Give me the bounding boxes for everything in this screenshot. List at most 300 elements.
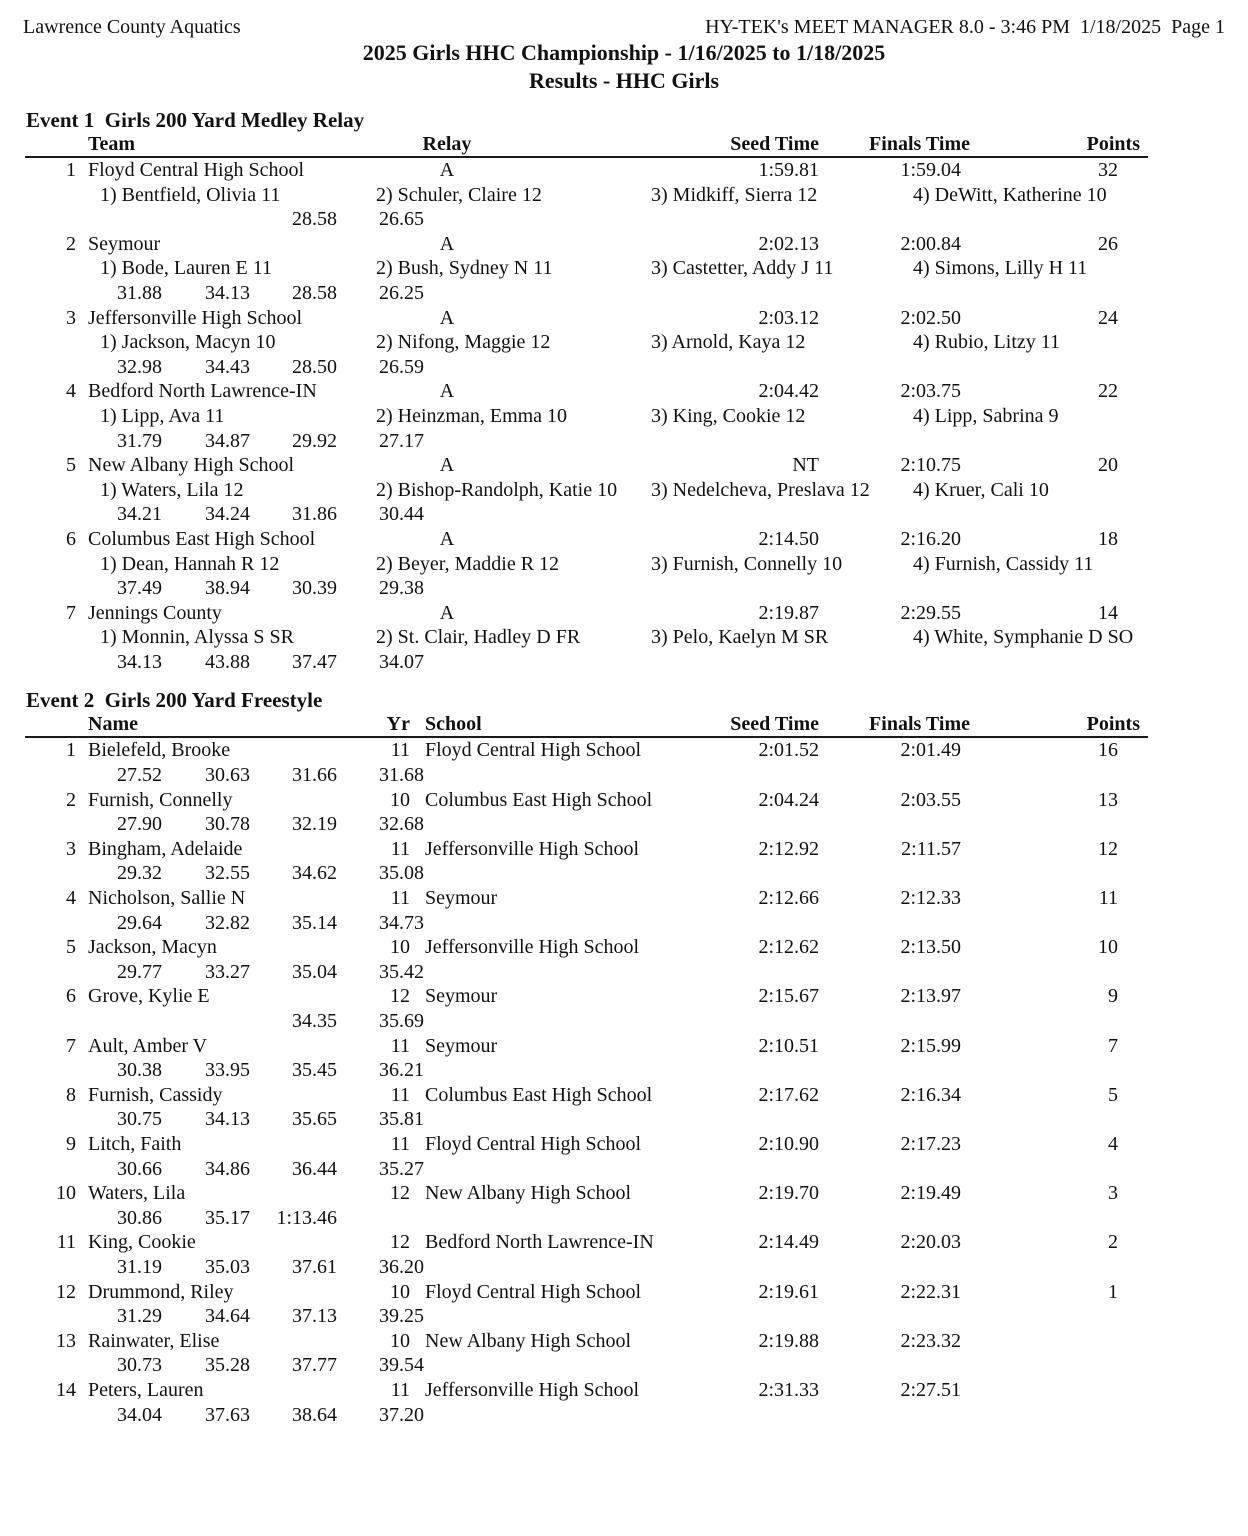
points: 10: [1098, 936, 1118, 959]
split-4: 35.27: [379, 1157, 424, 1180]
split-1: 32.98: [117, 355, 162, 378]
points: 13: [1098, 788, 1118, 811]
split-4: 37.20: [379, 1403, 424, 1426]
swimmer-name: Litch, Faith: [88, 1132, 182, 1155]
swimmer-name: Bielefeld, Brooke: [88, 739, 231, 762]
split-4: 26.65: [379, 208, 424, 231]
split-2: 35.28: [205, 1354, 250, 1377]
swimmer-2: 2) Heinzman, Emma 10: [376, 404, 568, 427]
finals-time: 2:11.57: [901, 837, 961, 860]
event-2-section: [0, 688, 1248, 1427]
organization-name: Lawrence County Aquatics: [23, 16, 241, 38]
rank: 11: [56, 1231, 76, 1254]
individual-splits-row: [0, 960, 1248, 985]
swimmer-name: Grove, Kylie E: [88, 985, 210, 1008]
split-4: 35.08: [379, 862, 424, 885]
relay-swimmers-row: [0, 330, 1248, 355]
individual-result-row: [0, 837, 1248, 862]
swimmer-4: 4) Simons, Lilly H 11: [913, 257, 1088, 280]
swimmer-name: Peters, Lauren: [88, 1378, 204, 1401]
individual-splits-row: [0, 763, 1248, 788]
column-header-team: Team: [88, 133, 136, 155]
swimmer-1: 1) Dean, Hannah R 12: [100, 552, 280, 575]
split-3: 37.77: [292, 1354, 337, 1377]
split-3: 38.64: [292, 1403, 337, 1426]
split-2: 34.86: [205, 1157, 250, 1180]
seed-time: 2:17.62: [758, 1083, 819, 1106]
column-header-seed-time: Seed Time: [730, 713, 819, 736]
points: 32: [1098, 159, 1118, 181]
team-name: Jeffersonville High School: [88, 306, 303, 329]
swimmer-name: Nicholson, Sallie N: [88, 887, 246, 910]
relay-splits-row: [0, 429, 1248, 454]
swimmer-2: 2) Nifong, Maggie 12: [376, 331, 551, 354]
split-2: 32.82: [205, 911, 250, 934]
seed-time: 2:19.88: [758, 1329, 819, 1352]
school-name: New Albany High School: [425, 1329, 632, 1352]
split-3: 34.35: [292, 1010, 337, 1032]
team-name: Columbus East High School: [88, 527, 316, 550]
swimmer-4: 4) White, Symphanie D SO: [913, 626, 1134, 649]
split-1: 30.38: [117, 1059, 162, 1082]
individual-result-row: [0, 984, 1248, 1009]
points: 18: [1098, 527, 1118, 550]
swimmer-name: King, Cookie: [88, 1231, 196, 1254]
split-4: 30.44: [379, 503, 424, 526]
finals-time: 2:16.34: [900, 1083, 961, 1106]
split-3: 32.19: [292, 813, 337, 836]
split-3: 35.04: [292, 960, 337, 983]
split-4: 35.81: [379, 1108, 424, 1131]
split-4: 39.54: [379, 1354, 424, 1377]
individual-result-row: [0, 1132, 1248, 1157]
split-4: 31.68: [379, 764, 424, 787]
swimmer-1: 1) Lipp, Ava 11: [100, 404, 225, 427]
swimmer-1: 1) Monnin, Alyssa S SR: [100, 626, 294, 649]
individual-result-row: [0, 1329, 1248, 1354]
relay-result-row: [0, 527, 1248, 552]
swimmer-4: 4) Rubio, Litzy 11: [913, 331, 1061, 354]
meet-title: 2025 Girls HHC Championship - 1/16/2025 to 1/18/2025: [362, 40, 886, 65]
relay-letter: A: [439, 601, 455, 624]
school-name: Floyd Central High School: [425, 739, 642, 762]
year: 11: [390, 739, 410, 762]
relay-splits-row: [0, 207, 1248, 232]
split-4: 35.42: [379, 960, 424, 983]
relay-swimmers-row: [0, 478, 1248, 503]
split-1: 30.86: [117, 1206, 162, 1229]
individual-result-row: [0, 1181, 1248, 1206]
seed-time: 2:12.66: [758, 887, 819, 910]
individual-splits-row: [0, 1058, 1248, 1083]
individual-splits-row: [0, 911, 1248, 936]
swimmer-name: Waters, Lila: [88, 1182, 186, 1205]
split-4: 26.25: [379, 281, 424, 304]
split-2: 30.78: [205, 813, 250, 836]
individual-result-row: [0, 1034, 1248, 1059]
column-header-name: Name: [88, 713, 138, 736]
finals-time: 2:17.23: [900, 1132, 961, 1155]
seed-time: 2:04.42: [758, 380, 819, 403]
finals-time: 2:01.49: [900, 739, 961, 762]
rank: 4: [66, 887, 76, 910]
column-header-points: Points: [1086, 713, 1140, 736]
swimmer-2: 2) Bishop-Randolph, Katie 10: [376, 478, 618, 501]
school-name: Columbus East High School: [425, 788, 653, 811]
year: 10: [390, 1280, 410, 1303]
year: 11: [390, 1132, 410, 1155]
seed-time: 2:10.51: [758, 1034, 819, 1057]
split-3: 37.61: [292, 1255, 337, 1278]
column-header-points: Points: [1086, 133, 1140, 155]
split-2: 34.13: [205, 281, 250, 304]
split-3: 31.86: [292, 503, 337, 526]
relay-letter: A: [439, 159, 455, 181]
split-1: 31.79: [117, 429, 162, 452]
school-name: Seymour: [425, 1034, 498, 1057]
split-2: 37.63: [205, 1403, 250, 1426]
split-3: 30.39: [292, 577, 337, 600]
finals-time: 2:22.31: [900, 1280, 961, 1303]
seed-time: 2:12.92: [758, 837, 819, 860]
year: 11: [390, 1083, 410, 1106]
year: 11: [390, 1034, 410, 1057]
swimmer-1: 1) Waters, Lila 12: [100, 478, 244, 501]
rank: 5: [66, 936, 76, 959]
finals-time: 2:12.33: [900, 887, 961, 910]
split-2: 35.03: [205, 1255, 250, 1278]
school-name: Jeffersonville High School: [425, 1378, 640, 1401]
finals-time: 2:13.97: [900, 985, 961, 1008]
split-2: 34.64: [205, 1305, 250, 1328]
swimmer-name: Furnish, Connelly: [88, 788, 233, 811]
split-3: 31.66: [292, 764, 337, 787]
event-1-heading: Event 1 Girls 200 Yard Medley Relay: [26, 108, 365, 132]
points: 24: [1098, 306, 1118, 329]
finals-time: 1:59.04: [900, 159, 961, 181]
split-3: 28.58: [292, 208, 337, 231]
points: 5: [1108, 1083, 1118, 1106]
relay-result-row: [0, 306, 1248, 331]
swimmer-4: 4) Furnish, Cassidy 11: [913, 552, 1094, 575]
swimmer-3: 3) King, Cookie 12: [651, 404, 806, 427]
finals-time: 2:20.03: [900, 1231, 961, 1254]
split-1: 30.75: [117, 1108, 162, 1131]
individual-splits-row: [0, 861, 1248, 886]
relay-swimmers-row: [0, 183, 1248, 208]
split-3: 37.13: [292, 1305, 337, 1328]
relay-result-row: [0, 379, 1248, 404]
school-name: Jeffersonville High School: [425, 936, 640, 959]
relay-swimmers-row: [0, 625, 1248, 650]
split-3: 37.47: [292, 650, 337, 673]
points: 9: [1108, 985, 1118, 1008]
column-header-finals-time: Finals Time: [869, 713, 970, 736]
swimmer-name: Ault, Amber V: [88, 1034, 208, 1057]
split-1: 34.04: [117, 1403, 162, 1426]
team-name: Bedford North Lawrence-IN: [88, 380, 317, 403]
finals-time: 2:27.51: [900, 1378, 961, 1401]
relay-letter: A: [439, 232, 455, 255]
seed-time: 2:19.61: [758, 1280, 819, 1303]
rank: 4: [66, 380, 76, 403]
relay-result-row: [0, 158, 1248, 183]
event-2-column-headers: [0, 713, 1248, 736]
split-2: 34.87: [205, 429, 250, 452]
finals-time: 2:13.50: [900, 936, 961, 959]
split-4: 32.68: [379, 813, 424, 836]
finals-time: 2:15.99: [900, 1034, 961, 1057]
split-3: 35.65: [292, 1108, 337, 1131]
school-name: Bedford North Lawrence-IN: [425, 1231, 654, 1254]
finals-time: 2:03.55: [900, 788, 961, 811]
individual-result-row: [0, 886, 1248, 911]
seed-time: 2:14.50: [758, 527, 819, 550]
rank: 1: [66, 159, 76, 181]
swimmer-3: 3) Midkiff, Sierra 12: [651, 183, 818, 206]
swimmer-2: 2) Schuler, Claire 12: [376, 183, 542, 206]
finals-time: 2:10.75: [900, 454, 961, 477]
relay-swimmers-row: [0, 404, 1248, 429]
points: 16: [1098, 739, 1118, 762]
individual-splits-row: [0, 1157, 1248, 1182]
split-3: 28.50: [292, 355, 337, 378]
split-1: 34.13: [117, 650, 162, 673]
split-1: 29.77: [117, 960, 162, 983]
split-3: 28.58: [292, 281, 337, 304]
relay-swimmers-row: [0, 256, 1248, 281]
finals-time: 2:16.20: [900, 527, 961, 550]
swimmer-name: Jackson, Macyn: [88, 936, 217, 959]
swimmer-name: Bingham, Adelaide: [88, 837, 243, 860]
seed-time: 2:03.12: [758, 306, 819, 329]
year: 11: [390, 837, 410, 860]
split-1: 31.29: [117, 1305, 162, 1328]
split-2: 34.24: [205, 503, 250, 526]
split-4: 34.73: [379, 911, 424, 934]
individual-result-row: [0, 1230, 1248, 1255]
rank: 3: [66, 306, 76, 329]
seed-time: 2:01.52: [758, 739, 819, 762]
individual-splits-row: [0, 1353, 1248, 1378]
swimmer-name: Furnish, Cassidy: [88, 1083, 223, 1106]
school-name: Seymour: [425, 985, 498, 1008]
column-header-seed-time: Seed Time: [730, 133, 819, 155]
event-2-heading: Event 2 Girls 200 Yard Freestyle: [26, 688, 323, 713]
individual-result-row: [0, 1280, 1248, 1305]
rank: 5: [66, 454, 76, 477]
split-1: 31.19: [117, 1255, 162, 1278]
seed-time: 2:12.62: [758, 936, 819, 959]
rank: 6: [66, 985, 76, 1008]
rank: 10: [56, 1182, 76, 1205]
split-1: 31.88: [117, 281, 162, 304]
points: 26: [1098, 232, 1118, 255]
points: 12: [1098, 837, 1118, 860]
rank: 1: [66, 739, 76, 762]
split-3: 35.14: [292, 911, 337, 934]
split-2: 43.88: [205, 650, 250, 673]
team-name: Seymour: [88, 232, 161, 255]
individual-splits-row: [0, 1304, 1248, 1329]
rank: 2: [66, 232, 76, 255]
rank: 7: [66, 1034, 76, 1057]
school-name: New Albany High School: [425, 1182, 632, 1205]
split-1: 37.49: [117, 577, 162, 600]
swimmer-1: 1) Bode, Lauren E 11: [100, 257, 272, 280]
swimmer-name: Drummond, Riley: [88, 1280, 234, 1303]
split-4: 26.59: [379, 355, 424, 378]
individual-result-row: [0, 1378, 1248, 1403]
seed-time: 2:04.24: [758, 788, 819, 811]
swimmer-2: 2) Beyer, Maddie R 12: [376, 552, 560, 575]
generator-info: HY-TEK's MEET MANAGER 8.0 - 3:46 PM 1/18/2025 Page 1: [705, 16, 1225, 38]
swimmer-4: 4) DeWitt, Katherine 10: [913, 183, 1107, 206]
split-4: 34.07: [379, 650, 424, 673]
split-1: 27.52: [117, 764, 162, 787]
column-header-school: School: [425, 713, 482, 736]
seed-time: 2:10.90: [758, 1132, 819, 1155]
swimmer-3: 3) Arnold, Kaya 12: [651, 331, 806, 354]
individual-result-row: [0, 935, 1248, 960]
split-3: 34.62: [292, 862, 337, 885]
swimmer-2: 2) Bush, Sydney N 11: [376, 257, 553, 280]
split-4: 27.17: [379, 429, 424, 452]
relay-letter: A: [439, 306, 455, 329]
swimmer-4: 4) Kruer, Cali 10: [913, 478, 1049, 501]
split-4: 29.38: [379, 577, 424, 600]
individual-splits-row: [0, 1009, 1248, 1034]
event-1-section: [0, 108, 1248, 674]
relay-swimmers-row: [0, 552, 1248, 577]
points: 3: [1108, 1182, 1118, 1205]
column-header-relay: Relay: [422, 133, 472, 155]
year: 12: [390, 985, 410, 1008]
year: 12: [390, 1182, 410, 1205]
rank: 12: [56, 1280, 76, 1303]
relay-letter: A: [439, 454, 455, 477]
points: 20: [1098, 454, 1118, 477]
event-2-results: [0, 738, 1248, 1427]
rank: 2: [66, 788, 76, 811]
school-name: Jeffersonville High School: [425, 837, 640, 860]
split-3: 36.44: [292, 1157, 337, 1180]
school-name: Floyd Central High School: [425, 1132, 642, 1155]
points: 2: [1108, 1231, 1118, 1254]
relay-splits-row: [0, 650, 1248, 675]
event-1-column-headers: [0, 133, 1248, 156]
split-2: 30.63: [205, 764, 250, 787]
individual-result-row: [0, 738, 1248, 763]
finals-time: 2:00.84: [900, 232, 961, 255]
split-2: 33.95: [205, 1059, 250, 1082]
rank: 3: [66, 837, 76, 860]
individual-splits-row: [0, 812, 1248, 837]
team-name: Floyd Central High School: [88, 159, 305, 181]
split-2: 35.17: [205, 1206, 250, 1229]
relay-splits-row: [0, 281, 1248, 306]
rank: 9: [66, 1132, 76, 1155]
team-name: New Albany High School: [88, 454, 295, 477]
rank: 7: [66, 601, 76, 624]
split-1: 29.64: [117, 911, 162, 934]
swimmer-3: 3) Nedelcheva, Preslava 12: [651, 478, 870, 501]
report-header: [0, 0, 1248, 39]
rank: 6: [66, 527, 76, 550]
relay-letter: A: [439, 380, 455, 403]
split-1: 34.21: [117, 503, 162, 526]
split-2: 34.43: [205, 355, 250, 378]
year: 11: [390, 1378, 410, 1401]
seed-time: 2:02.13: [758, 232, 819, 255]
points: 22: [1098, 380, 1118, 403]
split-4: 36.20: [379, 1255, 424, 1278]
individual-splits-row: [0, 1107, 1248, 1132]
relay-splits-row: [0, 355, 1248, 380]
split-2: 38.94: [205, 577, 250, 600]
points: 1: [1108, 1280, 1118, 1303]
column-header-yr: Yr: [386, 713, 410, 736]
year: 10: [390, 788, 410, 811]
points: 4: [1108, 1132, 1118, 1155]
split-3: 1:13.46: [276, 1206, 337, 1229]
split-2: 32.55: [205, 862, 250, 885]
swimmer-3: 3) Castetter, Addy J 11: [651, 257, 834, 280]
individual-splits-row: [0, 1255, 1248, 1280]
seed-time: 2:31.33: [758, 1378, 819, 1401]
rank: 13: [56, 1329, 76, 1352]
event-1-results: [0, 158, 1248, 674]
swimmer-4: 4) Lipp, Sabrina 9: [913, 404, 1059, 427]
year: 10: [390, 1329, 410, 1352]
split-1: 29.32: [117, 862, 162, 885]
split-3: 29.92: [292, 429, 337, 452]
year: 12: [390, 1231, 410, 1254]
finals-time: 2:19.49: [900, 1182, 961, 1205]
relay-letter: A: [439, 527, 455, 550]
split-1: 30.66: [117, 1157, 162, 1180]
seed-time: 2:19.70: [758, 1182, 819, 1205]
rank: 14: [56, 1378, 76, 1401]
finals-time: 2:23.32: [900, 1329, 961, 1352]
rank: 8: [66, 1083, 76, 1106]
split-1: 30.73: [117, 1354, 162, 1377]
swimmer-2: 2) St. Clair, Hadley D FR: [376, 626, 581, 649]
year: 11: [390, 887, 410, 910]
swimmer-3: 3) Furnish, Connelly 10: [651, 552, 843, 575]
points: 11: [1098, 887, 1118, 910]
seed-time: 2:14.49: [758, 1231, 819, 1254]
seed-time: 2:15.67: [758, 985, 819, 1008]
relay-result-row: [0, 601, 1248, 626]
swimmer-name: Rainwater, Elise: [88, 1329, 220, 1352]
relay-splits-row: [0, 502, 1248, 527]
relay-result-row: [0, 453, 1248, 478]
swimmer-3: 3) Pelo, Kaelyn M SR: [651, 626, 829, 649]
seed-time: 1:59.81: [758, 159, 819, 181]
points: 7: [1108, 1034, 1118, 1057]
split-2: 33.27: [205, 960, 250, 983]
column-header-finals-time: Finals Time: [869, 133, 970, 155]
school-name: Columbus East High School: [425, 1083, 653, 1106]
relay-result-row: [0, 232, 1248, 257]
finals-time: 2:29.55: [900, 601, 961, 624]
report-subtitle: Results - HHC Girls: [528, 68, 720, 93]
split-4: 36.21: [379, 1059, 424, 1082]
school-name: Seymour: [425, 887, 498, 910]
finals-time: 2:02.50: [900, 306, 961, 329]
individual-splits-row: [0, 1206, 1248, 1231]
